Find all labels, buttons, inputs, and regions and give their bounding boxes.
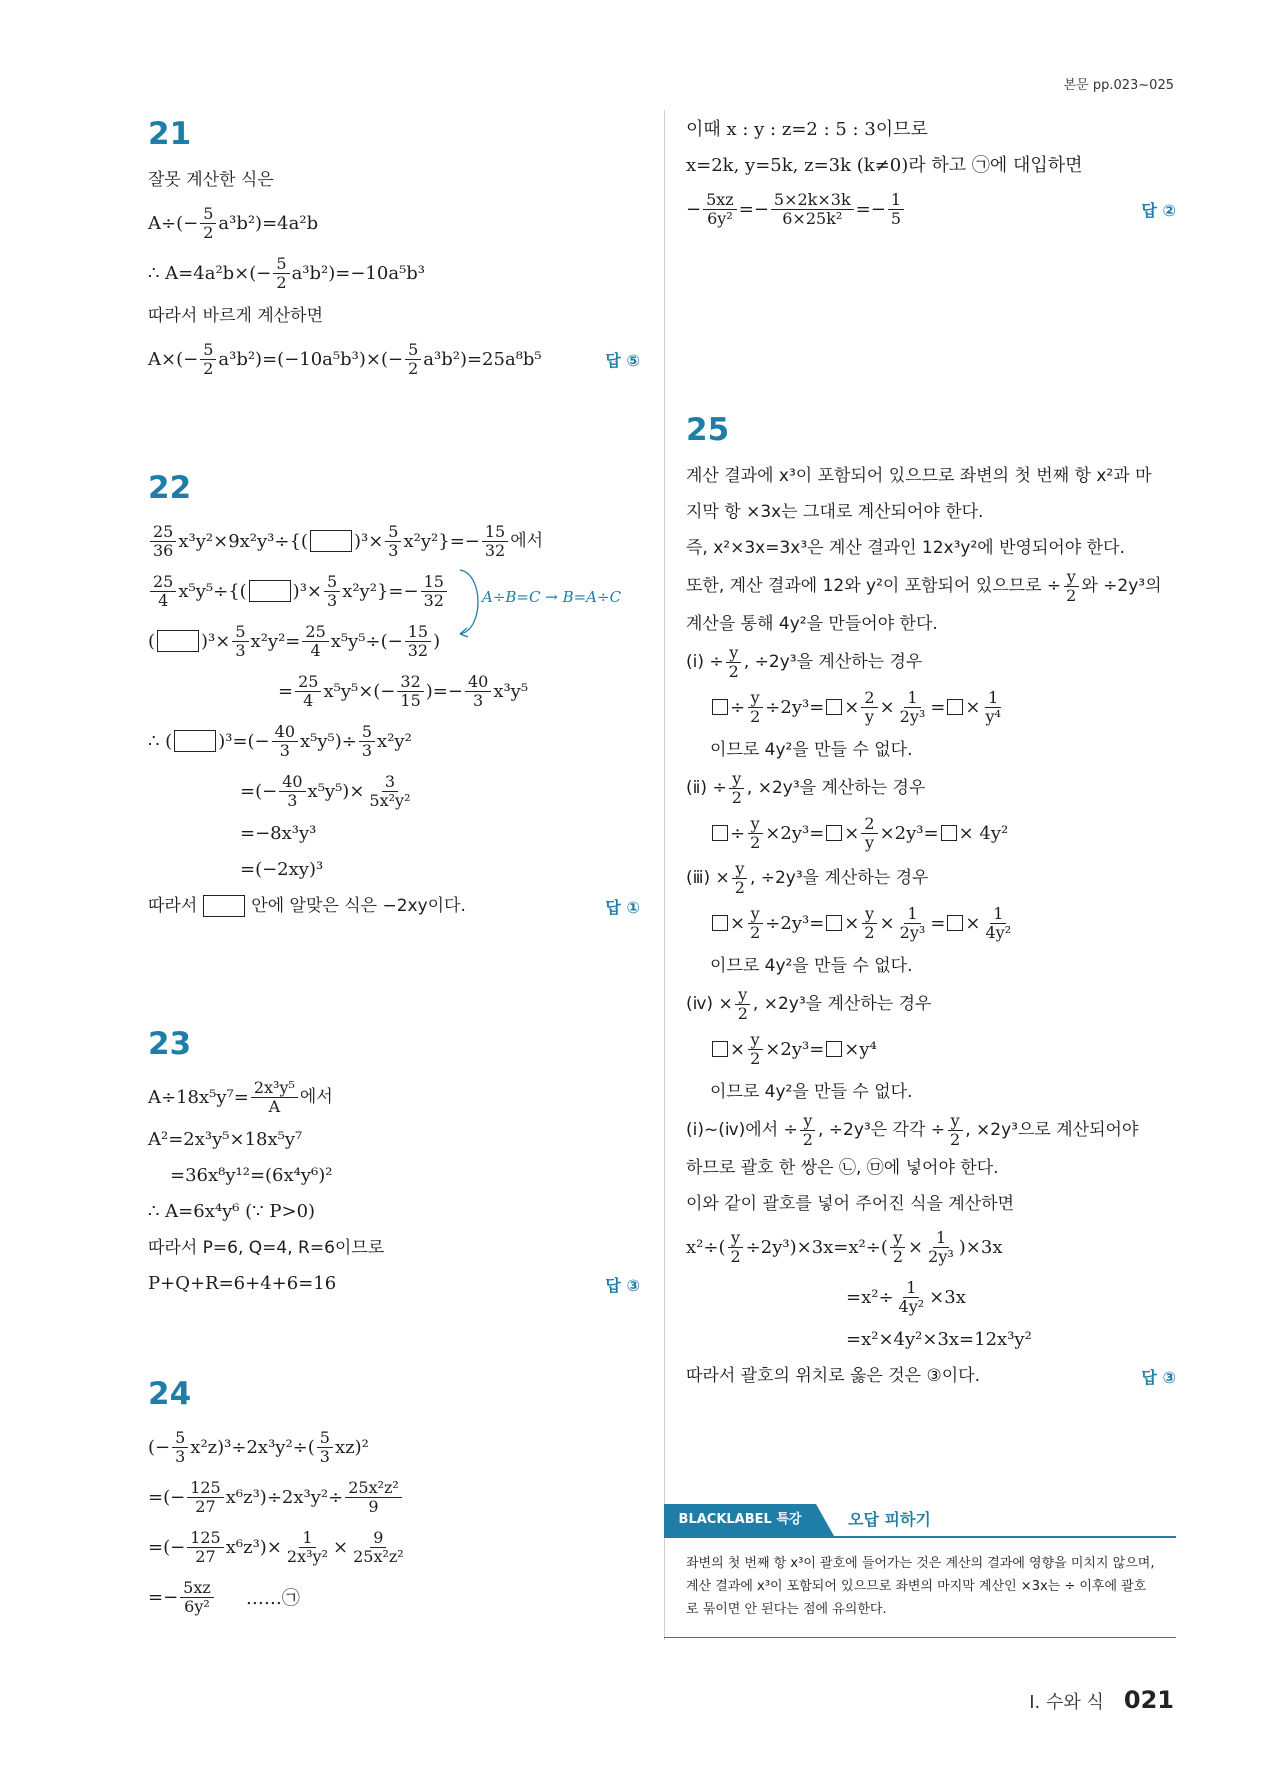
equation-line: (− $\frac{5}{3}$ x²z)³÷2x³y²÷( $\frac{5}{3}$ xz)²: [148, 1427, 369, 1466]
text-line: 계산 결과에 x³이 포함되어 있으므로 좌변의 마지막 계산인 ×3x는 ÷ 이후에 괄호: [686, 1579, 1147, 1594]
equation-line: ÷ $\frac{y}{2}$ ÷2y³= × $\frac{2}{y}$ × $\frac{1}{\text{2y³}}$ = × $\frac{1}{\text{y⁴}}$: [686, 682, 1176, 732]
text-line: 로 묶이면 안 된다는 점에 유의한다.: [686, 1602, 887, 1617]
equation-line: = $\frac{25}{4}$ x⁵y⁵×(− $\frac{32}{15}$ )=− $\frac{40}{3}$ x³y⁵: [278, 671, 529, 710]
equation-line: ∴ ( )³=(− $\frac{40}{3}$ x⁵y⁵)÷ $\frac{5}{3}$ x²y²: [148, 721, 412, 760]
blank-box: [174, 730, 216, 752]
answer-mark: 답 ③: [605, 1275, 640, 1295]
text-line: 계산을 통해 4y²을 만들어야 한다.: [686, 614, 938, 634]
equation-line: × $\frac{y}{2}$ ×2y³= ×y⁴: [686, 1024, 1176, 1074]
page-reference: 본문 pp.023~025: [1063, 78, 1174, 93]
text-line: 하므로 괄호 한 쌍은 ㉡, ㉤에 넣어야 한다.: [686, 1158, 999, 1178]
fraction: $\frac{5}{2}$: [273, 255, 289, 292]
fraction: $\frac{5}{2}$: [200, 341, 216, 378]
equation-line: ∴ A=6x⁴y⁶ (∵ P>0): [148, 1201, 316, 1222]
text-line: 이와 같이 괄호를 넣어 주어진 식을 계산하면: [686, 1194, 1015, 1214]
text-line: x=2k, y=5k, z=3k (k≠0)라 하고 ㉠에 대입하면: [686, 155, 1083, 176]
blank-box: [157, 630, 199, 652]
equation-line: A÷18x⁵y⁷= $\frac{\text{2x³y⁵}}{A}$ 에서: [148, 1077, 333, 1116]
equation-line: $\frac{25}{4}$ x⁵y⁵÷{( )³× $\frac{5}{3}$ x²y²}=− $\frac{15}{32}$: [148, 566, 640, 616]
section-label: Ⅰ. 수와 식: [1029, 1692, 1104, 1713]
case-heading: (ⅲ) × $\frac{y}{2}$ , ÷2y³을 계산하는 경우: [686, 858, 929, 897]
question-22: [148, 466, 640, 924]
right-column: [686, 112, 1176, 1672]
equation-line: =−8x³y³: [240, 823, 317, 844]
equation-line: ∴ A=4a²b×(− $\frac{5}{2}$ a³b²)=−10a⁵b³: [148, 253, 426, 292]
question-24-continued: [686, 112, 1176, 234]
question-23: [148, 1022, 640, 1302]
text-line: 이므로 4y²을 만들 수 없다.: [710, 956, 913, 976]
conclusion-line: 따라서 괄호의 위치로 옳은 것은 ③이다.: [686, 1366, 980, 1386]
question-number: 23: [148, 1026, 192, 1062]
equation-line: =x²×4y²×3x=12x³y²: [846, 1329, 1032, 1350]
equation-line: A²=2x³y⁵×18x⁵y⁷: [148, 1129, 303, 1150]
question-number: 24: [148, 1376, 192, 1412]
answer-mark: 답 ②: [1141, 200, 1176, 220]
question-number: 22: [148, 470, 192, 506]
text-line: 따라서 바르게 계산하면: [148, 306, 324, 326]
text-line: 좌변의 첫 번째 항 x³이 괄호에 들어가는 것은 계산의 결과에 영향을 미치지 않으며,: [686, 1556, 1155, 1571]
answer-mark: 답 ⑤: [605, 350, 640, 370]
equation-line: =(− $\frac{40}{3}$ x⁵y⁵)× $\frac{3}{\text{5x²y²}}$: [240, 771, 411, 810]
equation-line: × $\frac{y}{2}$ ÷2y³= × $\frac{y}{2}$ × $\frac{1}{\text{2y³}}$ = × $\frac{1}{\text{4y²}}$: [686, 898, 1176, 948]
equation-line: =(− $\frac{125}{27}$ x⁶z³)× $\frac{1}{\text{2x³y²}}$ × $\frac{9}{\text{25x²z²}}$: [148, 1527, 404, 1566]
text-line: 이때 x : y : z=2 : 5 : 3이므로: [686, 119, 928, 140]
blacklabel-title: 오답 피하기: [848, 1510, 931, 1529]
equation-line: P+Q+R=6+4+6=16: [148, 1273, 337, 1294]
text-line: 잘못 계산한 식은: [148, 170, 274, 190]
question-24: [148, 1372, 640, 1622]
text-line: 이므로 4y²을 만들 수 없다.: [710, 1082, 913, 1102]
rule-note: A÷B=C → B=A÷C: [482, 588, 622, 606]
blacklabel-body: [664, 1540, 1176, 1638]
equation-line: =− $\frac{5xz}{\text{6y²}}$ ……㉠: [148, 1577, 300, 1616]
fraction: $\frac{5}{2}$: [405, 341, 421, 378]
equation-line: =x²÷ $\frac{1}{\text{4y²}}$ ×3x: [846, 1277, 966, 1316]
page-number: 021: [1123, 1686, 1174, 1714]
case-heading: (ⅳ) × $\frac{y}{2}$ , ×2y³을 계산하는 경우: [686, 984, 932, 1023]
blank-box: [310, 530, 352, 552]
equation-line: ÷ $\frac{y}{2}$ ×2y³= × $\frac{2}{y}$ ×2y³= × 4y²: [686, 808, 1176, 858]
conclusion-line: 따라서 안에 알맞은 식은 −2xy이다. 답 ①: [148, 896, 640, 917]
page-footer: [1029, 1686, 1174, 1714]
equation-line: ( )³× $\frac{5}{3}$ x²y²= $\frac{25}{4}$ x⁵y⁵÷(− $\frac{15}{32}$ ): [148, 621, 441, 660]
question-21: [148, 112, 640, 384]
answer-mark: 답 ①: [605, 897, 640, 917]
equation-line: =(−2xy)³: [240, 859, 324, 880]
question-25: [686, 408, 1176, 1394]
equation-line: $\frac{25}{36}$ x³y²×9x²y³÷{( )³× $\frac{5}{3}$ x²y²}=− $\frac{15}{32}$ 에서: [148, 516, 640, 566]
summary-line: (ⅰ)~(ⅳ)에서 ÷ $\frac{y}{2}$ , ÷2y³은 각각 ÷ $\frac{y}{2}$ , ×2y³으로 계산되어야: [686, 1110, 1139, 1149]
fraction: $\frac{5}{2}$: [200, 205, 216, 242]
question-number: 21: [148, 116, 192, 152]
text-line: 또한, 계산 결과에 12와 y²이 포함되어 있으므로 ÷ $\frac{y}{2}$ 와 ÷2y³의: [686, 566, 1162, 605]
case-heading: (ⅱ) ÷ $\frac{y}{2}$ , ×2y³을 계산하는 경우: [686, 768, 926, 807]
equation-line: x²÷( $\frac{y}{2}$ ÷2y³)×3x=x²÷( $\frac{y}{2}$ × $\frac{1}{\text{2y³}}$ )×3x: [686, 1227, 1003, 1266]
blacklabel-tag: BLACKLABEL 특강: [664, 1504, 816, 1536]
text-line: 즉, x²×3x=3x³은 계산 결과인 12x³y²에 반영되어야 한다.: [686, 538, 1125, 558]
text-line: 지막 항 ×3x는 그대로 계산되어야 한다.: [686, 502, 984, 522]
blank-box: [203, 895, 245, 917]
left-column: [148, 112, 640, 1672]
text-line: 따라서 P=6, Q=4, R=6이므로: [148, 1238, 385, 1258]
blank-box: [249, 580, 291, 602]
equation-line: =36x⁸y¹²=(6x⁴y⁶)²: [170, 1165, 333, 1186]
question-number: 25: [686, 412, 730, 448]
case-heading: (ⅰ) ÷ $\frac{y}{2}$ , ÷2y³을 계산하는 경우: [686, 642, 923, 681]
text-line: 이므로 4y²을 만들 수 없다.: [710, 740, 913, 760]
equation-line: − $\frac{5xz}{\text{6y²}}$ =− $\frac{5\times 2k\times 3k}{\text{6×25k²}}$ =− $\frac{1}{5}$ 답 ②: [686, 189, 1176, 228]
equation-line: A×(− $\frac{5}{2}$ a³b²)=(−10a⁵b³)×(− $\frac{5}{2}$ a³b²)=25a⁸b⁵ 답 ⑤: [148, 339, 640, 378]
equation-line: =(− $\frac{125}{27}$ x⁶z³)÷2x³y²÷ $\frac{\text{25x²z²}}{9}$: [148, 1472, 640, 1522]
blacklabel-header: [664, 1504, 1176, 1538]
column-divider: [664, 110, 665, 1640]
equation-line: A÷(− $\frac{5}{2}$ a³b²)=4a²b: [148, 203, 319, 242]
text-line: 계산 결과에 x³이 포함되어 있으므로 좌변의 첫 번째 항 x²과 마: [686, 466, 1152, 486]
answer-mark: 답 ③: [1141, 1367, 1176, 1387]
